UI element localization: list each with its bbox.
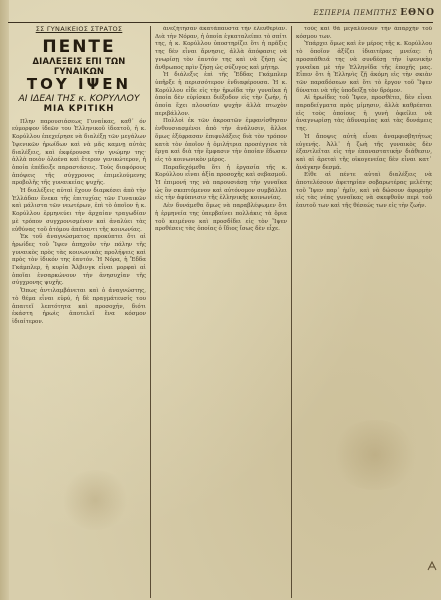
headline-line-3: ΤΟΥ ΙΨΕΝ: [26, 74, 132, 93]
paragraph: Ἡ ἄποψις αὐτὴ εἶναι ἀναμφισβητήτως εὐγενής. Ἀλλ᾽ ἡ ζωὴ τῆς γυναικὸς δὲν ἐξαντλεῖται εἰς τὴν ἐπαναστατικὴν διάθεσιν, καὶ αἱ ἀρεταὶ τῆς οἰκογενείας δὲν εἶναι κατ᾽ ἀνάγκην δεσμά.: [296, 133, 432, 171]
paragraph: τοὺς καὶ θὰ μεγαλύνουν τὴν ἀπαρχήν τοῦ κόσμου των.: [296, 26, 432, 40]
headline-line-2: ΔΙΑΛΕΞΕΙΣ ΕΠΙ ΤΩΝ ΓΥΝΑΙΚΩΝ: [32, 55, 126, 76]
column-3: [296, 26, 432, 598]
masthead-title: ΕΘΝΟ: [400, 8, 435, 18]
handwritten-mark-icon: [426, 560, 438, 572]
paragraph: ἀνεζήτησαν ἀκατάπαυστα τὴν ἐλευθερίαν. Διὰ τὴν Νόραν, ἡ ὁποία ἐγκαταλείπει τὸ σπίτι της, ἡ κ. Κορύλλου ὑποστηρίζει ὅτι ἡ πρᾶξις της δὲν εἶναι ἄρνησις, ἀλλὰ ἀπόφασις νὰ γνωρίσῃ τὸν ἑαυτόν της καὶ νὰ ζήσῃ ὡς ἄνθρωπος πρὶν ζήσῃ ὡς σύζυγος καὶ μήτηρ.: [155, 26, 287, 71]
column-rule: [150, 26, 151, 598]
headline-line-5: ΜΙΑ ΚΡΙΤΙΚΗ: [43, 103, 115, 114]
headline-line-4: ΑΙ ΙΔΕΑΙ ΤΗΣ κ. ΚΟΡΥΛΛΟΥ: [18, 92, 140, 104]
paragraph: Αἱ ἡρωίδες τοῦ Ἴψεν, προσθέτει, δὲν εἶναι παραδείγματα πρὸς μίμησιν, ἀλλὰ καθρέπται εἰς τοὺς ὁποίους ἡ γυνὴ ὀφείλει νὰ ἀναγνωρίσῃ τὰς ἀδυναμίας καὶ τὰς δυνάμεις της.: [296, 95, 432, 133]
paragraph: Ἡ διάλεξις ἐπὶ τῆς Ἔδδας Γκάμπλερ ὑπῆρξε ἡ περισσότερον ἐνδιαφέρουσα. Ἡ κ. Κορύλλου εἶδε εἰς τὴν ἡρωίδα τὴν γυναῖκα ἡ ὁποία δὲν εὑρίσκει διέξοδον εἰς τὴν ζωήν, ἡ ὁποία ἔχει πλουσίαν ψυχὴν ἀλλὰ πτωχὸν περιβάλλον.: [155, 72, 287, 117]
paragraph: Ἐκ τοῦ ἀναγνώσματος προκύπτει ὅτι αἱ ἡρωίδες τοῦ Ἴψεν ἀπηχοῦν τὴν πάλην τῆς γυναικὸς πρὸς τὰς κοινωνικὰς προλήψεις καὶ πρὸς τὸν ἰδικόν της ἑαυτόν. Ἡ Νόρα, ἡ Ἔδδα Γκάμπλερ, ἡ κυρία Ἄλβινγκ εἶναι μορφαὶ αἱ ὁποῖαι ἐνσαρκώνουν τὴν ἀνησυχίαν τῆς σύγχρονης ψυχῆς.: [12, 234, 146, 287]
headline-line-1: ΠΕΝΤΕ: [42, 36, 116, 57]
headline: [12, 38, 146, 115]
paragraph: Δὲν δυνάμεθα ὅμως νὰ παραβλέψωμεν ὅτι ἡ ἐρμηνεία της ὑπερβαίνει πολλάκις τὰ ὅρια τοῦ κειμένου καὶ προσδίδει εἰς τὸν Ἴψεν προθέσεις τὰς ὁποίας ὁ ἴδιος ἴσως δὲν εἶχε.: [155, 203, 287, 233]
paragraph: Εἶθε αἱ πέντε αὐταὶ διαλέξεις νὰ ἀποτελέσουν ἀφετηρίαν σοβαρωτέρας μελέτης τοῦ Ἴψεν παρ᾽ ἡμῖν, καὶ νὰ δώσουν ἀφορμὴν εἰς τὰς νέας γυναῖκας νὰ σκεφθοῦν περὶ τοῦ ἑαυτοῦ των καὶ τῆς θέσεώς των εἰς τὴν ζωήν.: [296, 172, 432, 210]
paragraph: Ὅπως ἀντιλαμβάνεται καὶ ὁ ἀναγνώστης, τὸ θέμα εἶναι εὐρύ, ἡ δὲ πραγμάτευσίς του ἀπαιτεῖ λεπτότητα καὶ προσοχήν, διότι ἐκάστη ἡρωὶς ἀποτελεῖ ἕνα κόσμον ἰδιαίτερον.: [12, 288, 146, 325]
paragraph: Ἡ διαλέξεις αὐταὶ ἔχουν διαρκέσει ἀπὸ τὴν Ἑλλάδαν ἕνεκα τῆς ἐπιτυχίας τῶν Γυναικῶν καὶ μάλιστα τῶν νεωτέρων, ἐπὶ τὸ ὁποῖον ἡ κ. Κορύλλου ἐρμηνεύει τὴν ἀρχαίαν τραγωδίαν μὲ τρόπον συγχρονισμένον καὶ ἀναλύει τὰς εὐθύνας τοῦ ἀτόμου ἀπέναντι τῆς κοινωνίας.: [12, 188, 146, 233]
page-edge: [0, 0, 9, 600]
column-1: [12, 26, 146, 598]
paragraph: Παραδεχόμεθα ὅτι ἡ ἐργασία τῆς κ. Κορύλλου εἶναι ἀξία προσοχῆς καὶ σεβασμοῦ. Ἡ ἐπιμονή της νὰ παρουσιάσῃ τὴν γυναῖκα ὡς ὂν σκεπτόμενον καὶ αὐτόνομον συμβάλλει εἰς τὴν ἀφύπνισιν τῆς ἑλληνικῆς κοινωνίας.: [155, 164, 287, 202]
paragraph: Πολλοὶ ἐκ τῶν ἀκροατῶν ἐμφανίσθησαν ἐνθουσιασμένοι ἀπὸ τὴν ἀνάλυσιν, ἄλλοι ὅμως ἐξέφρασαν ἐπιφυλάξεις διὰ τὸν τρόπον κατὰ τὸν ὁποῖον ἡ ὁμιλήτρια προσέγγισε τὰ ἔργα καὶ διὰ τὴν ἔμφασιν τὴν ὁποίαν ἔδωσεν εἰς τὸ κοινωνικὸν μέρος.: [155, 118, 287, 163]
paragraph: Ὑπάρχει ὅμως καὶ ἐν μέρος τῆς κ. Κορύλλου τὸ ὁποῖον ἀξίζει ἰδιαιτέρας μνείας: ἡ προσπάθειά της νὰ συνδέσῃ τὴν ἰψενικὴν γυναῖκα μὲ τὴν Ἑλληνίδα τῆς ἐποχῆς μας. Εἶπεν ὅτι ἡ Ἑλληνὶς ζῇ ἀκόμη εἰς τὴν σκιὰν τῶν παραδόσεων καὶ ὅτι τὸ ἔργον τοῦ Ἴψεν δύναται νὰ τῆς ὑποδείξῃ τὸν δρόμον.: [296, 41, 432, 94]
section-rubric: ΣΣ ΓΥΝΑΙΚΕΙΟΣ ΣΤΡΑΤΟΣ: [35, 26, 123, 33]
column-rule: [291, 26, 292, 598]
masthead: [313, 8, 435, 18]
masthead-label: ΕΣΠΕΡΙΑ ΠΕΜΠΤΗΣ: [313, 9, 398, 17]
column-2: [155, 26, 287, 598]
paragraph: Πλην παρουσιάσεως Γυναίκας, καθ᾽ όν εύμορφον ἰδεῶν του Ἑλληνικοῦ ἰδεατοῦ, ἡ κ. Κορύλλου ἐπεχείρησε νὰ διαλέξῃ τῶν μεγάλων Ἰψενικῶν ἡρωίδων καὶ νὰ μᾶς καμνῃ αὐτὰς διαλέξεις, καὶ ἐκφέρουσα τὴν γνώμην της· ἀλλὰ ποιὸν ὀλοένα καὶ ἔτερον γενικώτερον, ἡ ὁποία ἐπέδειξε παραστάσεις. Τοὺς διαφόρους ἀπόψεις τῆς σύγχρονος ἐπιμελούμενης προβολῆς τῆς γυναικείας ψυχῆς.: [12, 118, 146, 187]
header-rule: [8, 22, 433, 23]
